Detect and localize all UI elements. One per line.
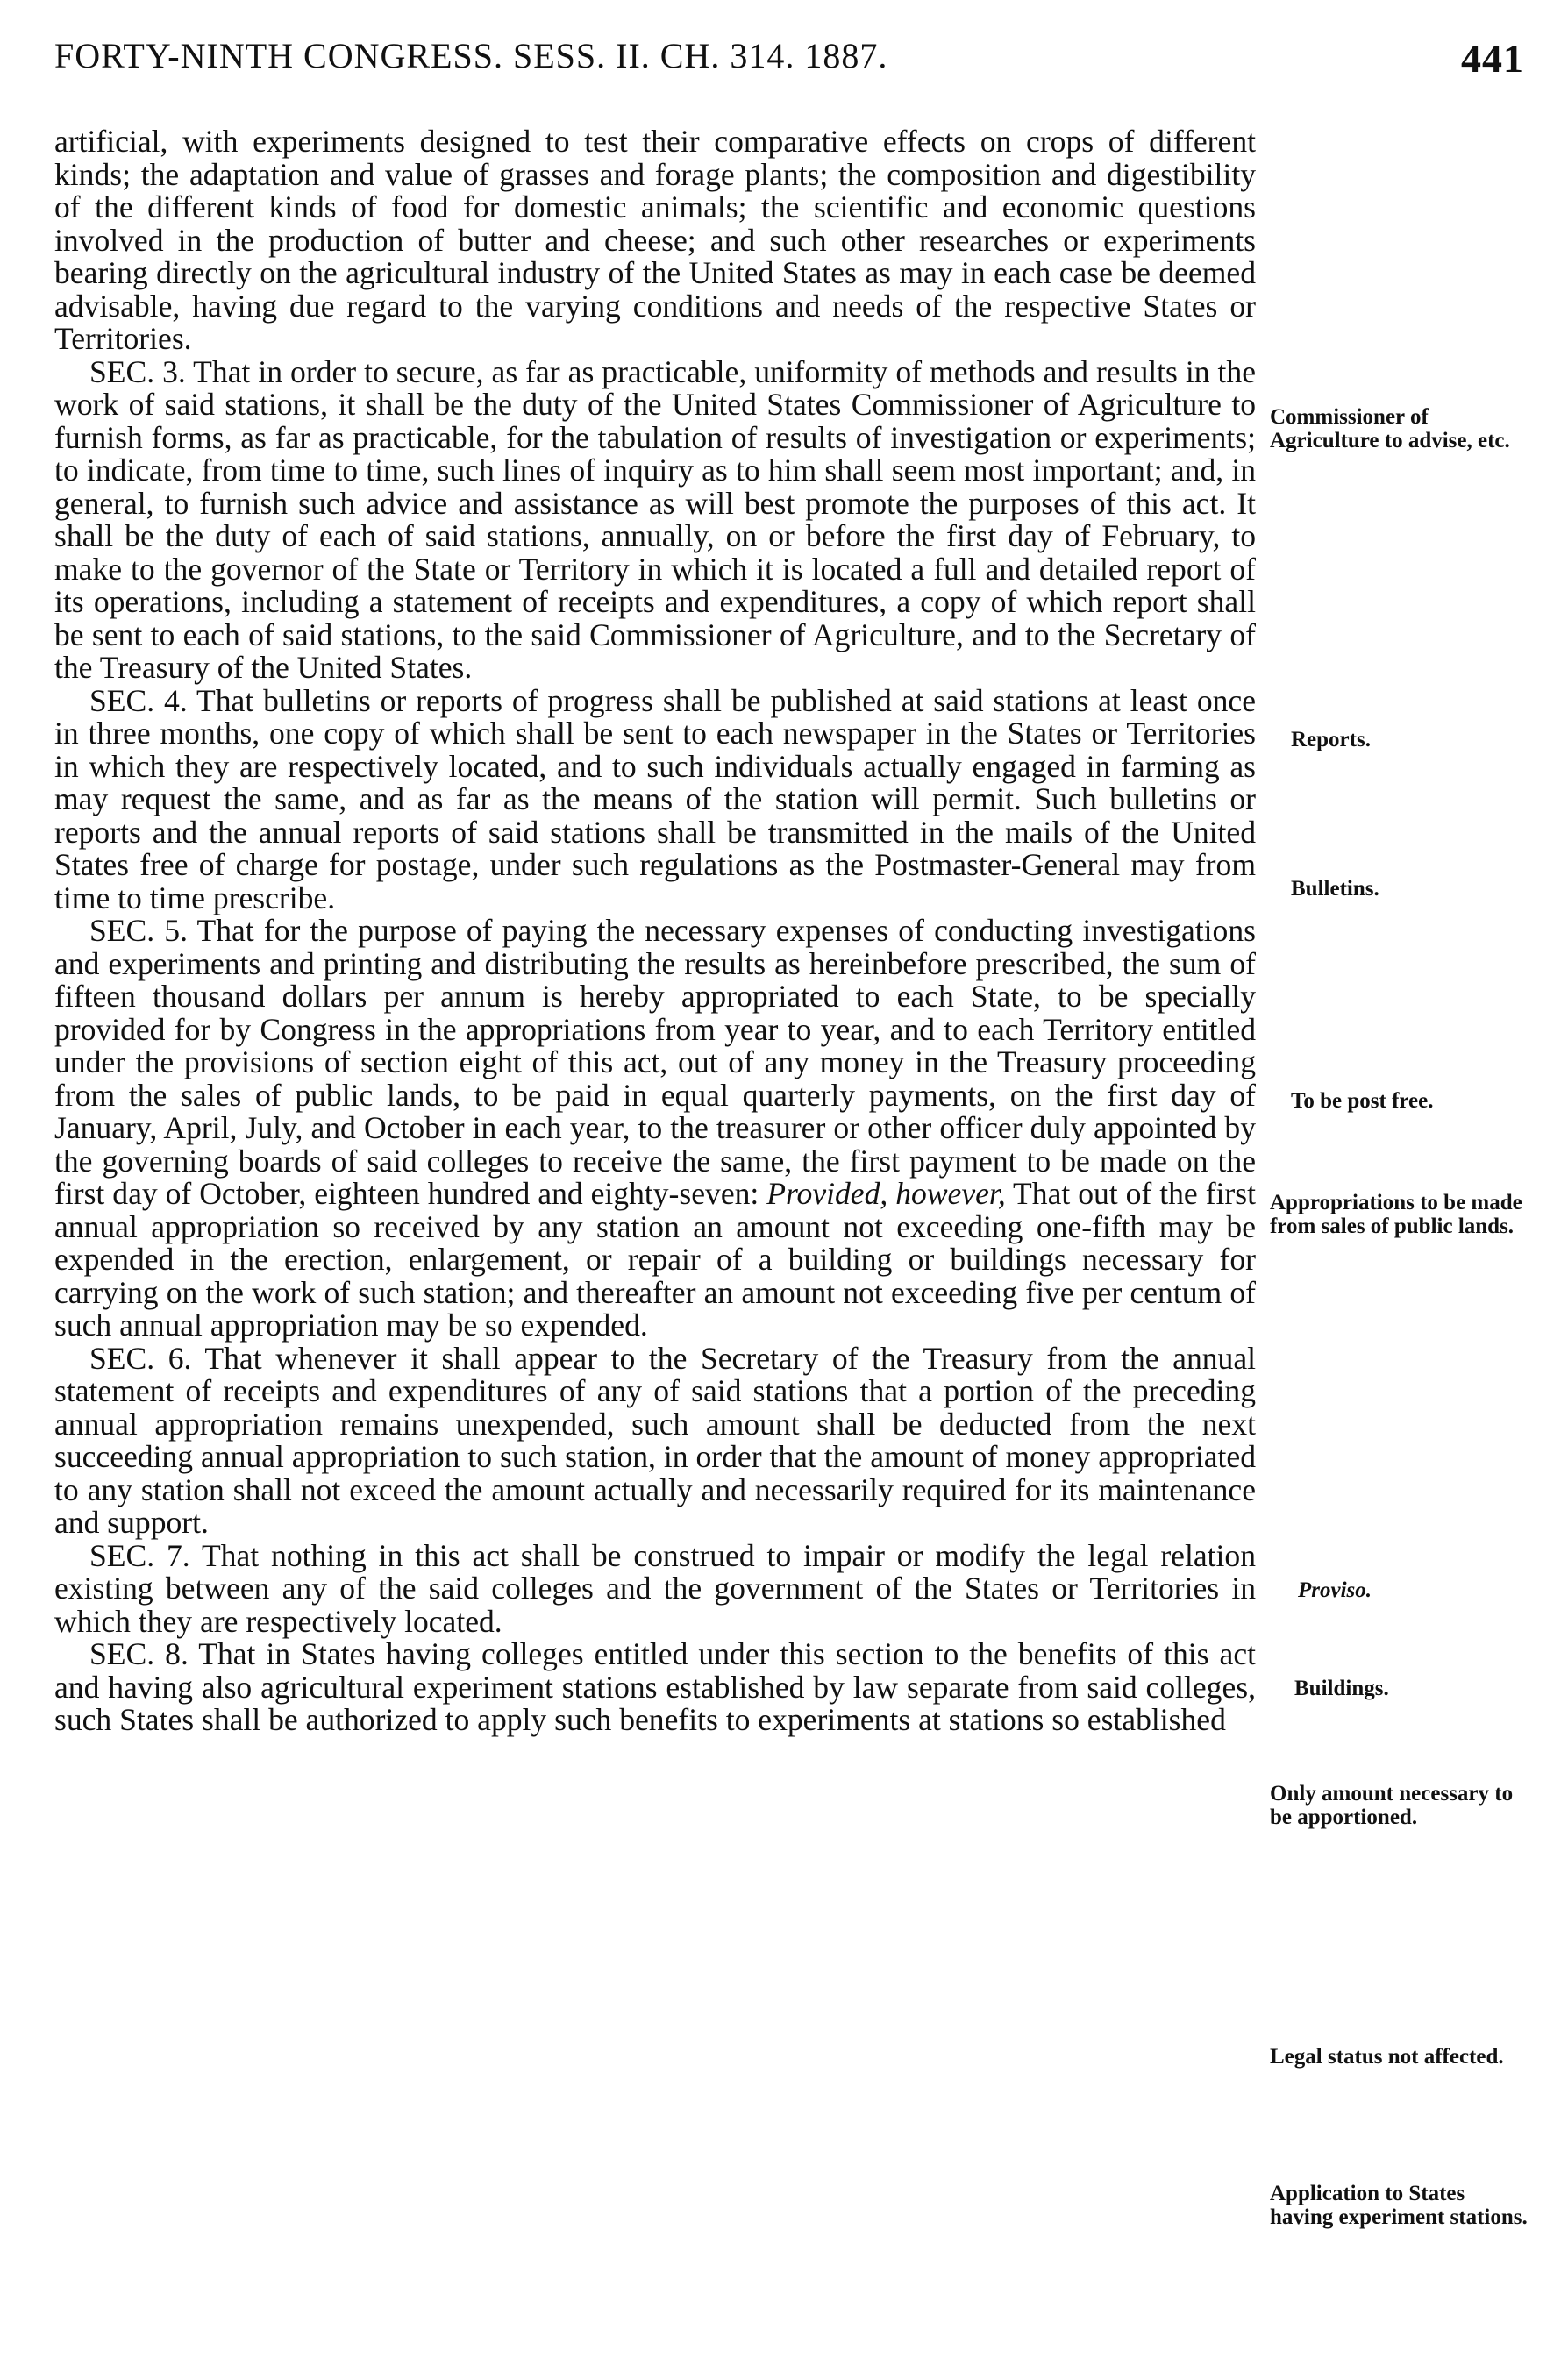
paragraph-text: That in order to secure, as far as practicable, uniformity of methods and results in the work of said stations, it shall be the duty of the United States Commissioner of Agriculture to furnish forms, as far as practicable, for the tabulation of results of investigation or experiments; to indicate, from time to time, such lines of inquiry as to him shall seem most important; and, in general, to furnish such advice and assistance as will best promote the purposes of this act. It shall be the duty of each of said stations, annually, on or before the first day of February, to make to the governor of the State or Territory in which it is located a full and detailed report of its operations, including a statement of receipts and expenditures, a copy of which report shall be sent to each of said stations, to the said Commissioner of Agriculture, and to the Secretary of the Treasury of the United States. xyxy=(54,353,1256,685)
paragraph-text: artificial, with experiments designed to test their comparative effects on crops of different kinds; the adaptation and value of grasses and forage plants; the composition and digestibility of the different kinds of food for domestic animals; the scientific and economic questions involved in the production of butter and cheese; and such other researches or experiments bearing directly on the agricultural industry of the United States as may in each case be deemed advisable, having due regard to the varying conditions and needs of the respective States or Territories. xyxy=(54,124,1256,356)
margin-note-proviso: Proviso. xyxy=(1298,1578,1372,1602)
running-title: FORTY-NINTH CONGRESS. SESS. II. CH. 314. 1887. xyxy=(54,36,888,75)
statute-body xyxy=(54,125,1256,1737)
paragraph-text: That nothing in this act shall be construed to impair or modify the legal relation existing between any of the said colleges and the government of the States or Territories in which they are respectively located. xyxy=(54,1537,1256,1639)
margin-note-application: Application to States having experiment stations. xyxy=(1270,2182,1528,2229)
section-3 xyxy=(54,353,1256,685)
margin-note-commissioner: Commissioner of Agriculture to advise, etc. xyxy=(1270,405,1510,452)
margin-note-reports: Reports. xyxy=(1291,728,1371,751)
paragraph-text: That whenever it shall appear to the Secretary of the Treasury from the annual statement of receipts and expenditures of any of said stations that a portion of the preceding annual appropriation remains unexpended, such amount shall be deducted from the next succeeding annual appropriation to such station, in order that the amount of money appropriated to any station shall not exceed the amount actually and necessarily required for its maintenance and support. xyxy=(54,1340,1256,1540)
proviso-italic: Provided, however, xyxy=(766,1176,1006,1211)
section-label: SEC. 3. xyxy=(89,353,186,389)
paragraph-continued xyxy=(54,125,1256,356)
paragraph-text-continued: That out of the first annual appropriation so received by any station an amount not exceeding one-fifth may be expended in the erection, enlargement, or repair of a building or buildings necessary for carrying on the work of such station; and thereafter an amount not exceeding five per centum of such annual appropriation may be so expended. xyxy=(54,1176,1257,1343)
section-7 xyxy=(54,1537,1256,1639)
paragraph-text: That in States having colleges entitled under this section to the benefits of this act and having also agricultural experiment stations established by law separate from said colleges, such States shall be authorized to apply such benefits to experiments at stations so established xyxy=(54,1636,1256,1737)
page-number: 441 xyxy=(1461,36,1524,81)
margin-note-appropriations: Appropriations to be made from sales of public lands. xyxy=(1270,1191,1522,1238)
margin-note-buildings: Buildings. xyxy=(1294,1677,1389,1700)
section-6 xyxy=(54,1340,1256,1540)
margin-note-legal-status: Legal status not affected. xyxy=(1270,2045,1504,2069)
section-5 xyxy=(54,915,1256,1343)
paragraph-text: That for the purpose of paying the necessary expenses of conducting investigations and experiments and printing and distributing the results as hereinbefore prescribed, the sum of fifteen thousand dollars per annum is hereby appropriated to each State, to be specially provided for by Congress in the appropriations from year to year, and to each Territory entitled under the provisions of section eight of this act, out of any money in the Treasury proceeding from the sales of public lands, to be paid in equal quarterly payments, on the first day of January, April, July, and October in each year, to the treasurer or other officer duly appointed by the governing boards of said colleges to receive the same, the first payment to be made on the first day of October, eighteen hundred and eighty-seven: xyxy=(54,913,1256,1211)
margin-note-post-free: To be post free. xyxy=(1291,1089,1434,1113)
margin-note-bulletins: Bulletins. xyxy=(1291,877,1379,901)
section-label: SEC. 5. xyxy=(89,913,188,948)
margin-note-only-amount: Only amount necessary to be apportioned. xyxy=(1270,1782,1514,1829)
section-8 xyxy=(54,1638,1256,1737)
section-label: SEC. 6. xyxy=(89,1340,192,1376)
section-label: SEC. 4. xyxy=(89,682,188,718)
paragraph-text: That bulletins or reports of progress shall be published at said stations at least once in three months, one copy of which shall be sent to each newspaper in the States or Territories in which they are respectively located, and to such individuals actually engaged in farming as may request the same, and as far as the means of the station will permit. Such bulletins or reports and the annual reports of said stations shall be transmitted in the mails of the United States free of charge for postage, under such regulations as the Postmaster-General may from time to time prescribe. xyxy=(54,682,1256,915)
running-header xyxy=(54,35,1536,84)
section-label: SEC. 8. xyxy=(89,1636,189,1671)
section-label: SEC. 7. xyxy=(89,1537,190,1573)
section-4 xyxy=(54,682,1256,915)
